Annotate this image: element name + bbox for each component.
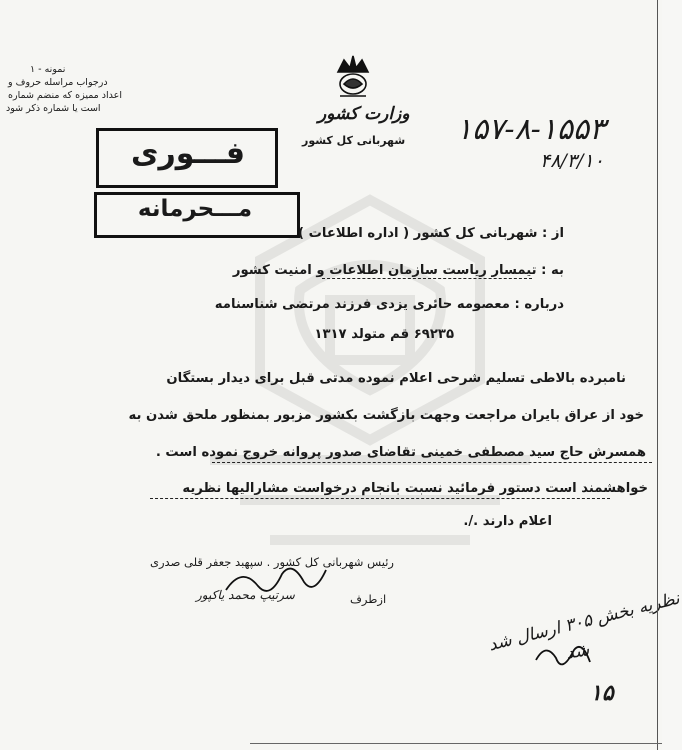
about-line: درباره : معصومه حائری یزدی فرزند مرتضی شناسنامه xyxy=(214,297,564,312)
paragraph-line-5: اعلام دارند ./. xyxy=(463,514,552,529)
page-mark: ۱۵ xyxy=(590,680,614,706)
paragraph-line-4: خواهشمند است دستور فرمائید نسبت بانجام درخواست مشارالیها نظریه xyxy=(182,481,648,496)
urgent-stamp-text: فـــوری xyxy=(131,136,245,171)
signature-on-behalf: ازطرف xyxy=(350,592,387,606)
reply-note-1: درجواب مراسله حروف و xyxy=(8,77,108,88)
letter-date: ۴۸/۳/۱۰ xyxy=(540,150,604,172)
confidential-stamp-text: مـــحرمانه xyxy=(137,196,253,222)
paragraph-line-3: همسرش حاج سید مصطفی خمینی تقاضای صدور پروانه خروج نموده است . xyxy=(155,445,646,460)
id-line: ۶۹۲۳۵ قم متولد ۱۳۱۷ xyxy=(314,327,454,342)
to-line: به : تیمسار ریاست سازمان اطلاعات و امنیت کشور xyxy=(232,263,564,278)
department-name: شهربانی کل کشور xyxy=(302,134,406,147)
annotation-signature xyxy=(532,640,594,680)
underline-mark xyxy=(150,498,610,499)
margin-annotation-line-2: شد xyxy=(564,640,591,664)
signature-title: رئیس شهربانی کل کشور . سپهبد جعفر قلی صدری xyxy=(150,555,394,569)
ministry-name: وزارت کشور xyxy=(318,104,410,124)
form-number: نمونه - ۱ xyxy=(30,64,66,75)
underline-mark xyxy=(212,462,652,463)
reply-note-3: است یا شماره ذکر شود xyxy=(6,103,101,114)
watermark-emblem xyxy=(150,180,590,600)
letter-number: ۱۵۷-۸-۱۵۵۳ xyxy=(456,112,606,147)
handwritten-signature xyxy=(222,560,332,604)
underline-mark xyxy=(322,278,532,279)
signature-deputy: سرتیپ محمد یاکپور xyxy=(196,588,295,602)
scan-edge-bottom xyxy=(250,743,662,744)
crown-emblem-icon xyxy=(330,52,376,102)
margin-annotation-line-1: نظریه بخش ۳۰۵ ارسال شد xyxy=(486,588,682,656)
reply-note-2: اعداد ممیزه که منضم شماره xyxy=(8,90,122,101)
paragraph-line-2: خود از عراق بایران مراجعت وجهت بازگشت بکشور مزبور بمنظور ملحق شدن به xyxy=(128,408,644,423)
from-line: از : شهربانی کل کشور ( اداره اطلاعات ) xyxy=(298,226,564,241)
scan-edge xyxy=(657,0,658,750)
paragraph-line-1: نامبرده بالاطی تسلیم شرحی اعلام نموده مدتی قبل برای دیدار بستگان xyxy=(166,371,626,386)
